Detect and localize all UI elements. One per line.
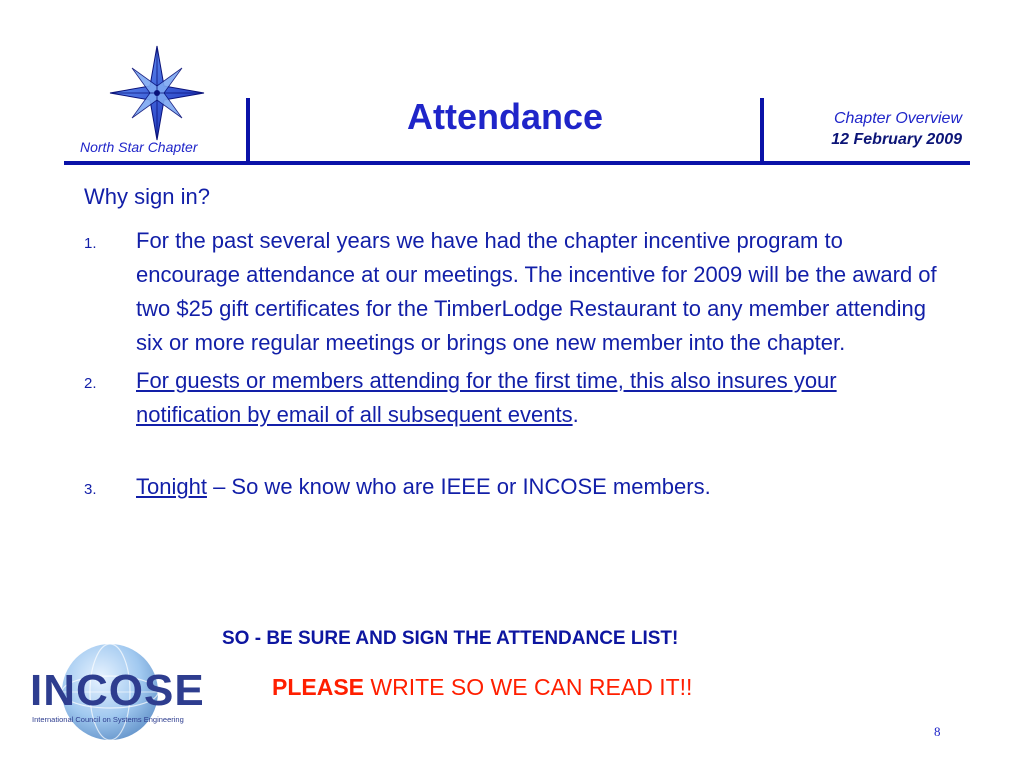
presentation-date: 12 February 2009 [831, 131, 962, 148]
incose-logo [22, 640, 205, 752]
please-emphasis: PLEASE [272, 674, 365, 700]
sign-list-callout: SO - BE SURE AND SIGN THE ATTENDANCE LIST! [222, 628, 679, 649]
incose-wordmark: INCOSE [30, 666, 205, 715]
header-divider-left [246, 98, 250, 162]
list-item [84, 470, 944, 504]
list-item [84, 224, 944, 360]
header-divider-right [760, 98, 764, 162]
chapter-name: North Star Chapter [80, 139, 198, 155]
list-item-text: For the past several years we have had the chapter incentive program to encourage attendance at our meetings. The incentive for 2009 will be the award of two $25 gift certificates for the TimberLodge Restaurant to any member attending six or more regular meetings or brings one new member into the chapter. [136, 228, 937, 355]
write-clearly-text: WRITE SO WE CAN READ IT!! [364, 674, 693, 700]
intro-text: Why sign in? [84, 184, 210, 209]
write-clearly-callout [272, 674, 692, 701]
header-rule [64, 161, 970, 165]
page-number: 8 [934, 724, 941, 739]
north-star-compass-icon [104, 40, 210, 146]
list-item-suffix: . [572, 402, 579, 427]
page-title: Attendance [406, 96, 604, 137]
reasons-list [84, 224, 944, 504]
list-number: 1. [84, 235, 97, 252]
incose-tagline: International Council on Systems Engineering [32, 715, 184, 724]
header-meta [766, 108, 962, 150]
list-number: 3. [84, 481, 97, 498]
overview-label: Chapter Overview [833, 110, 962, 127]
list-number: 2. [84, 375, 97, 392]
list-item-underlined-text: Tonight [136, 474, 207, 499]
list-item-suffix: – So we know who are IEEE or INCOSE members. [206, 474, 711, 499]
list-item-underlined-text: For guests or members attending for the first time, this also insures your notification by email of all subsequent events [136, 368, 837, 427]
list-item [84, 364, 944, 432]
